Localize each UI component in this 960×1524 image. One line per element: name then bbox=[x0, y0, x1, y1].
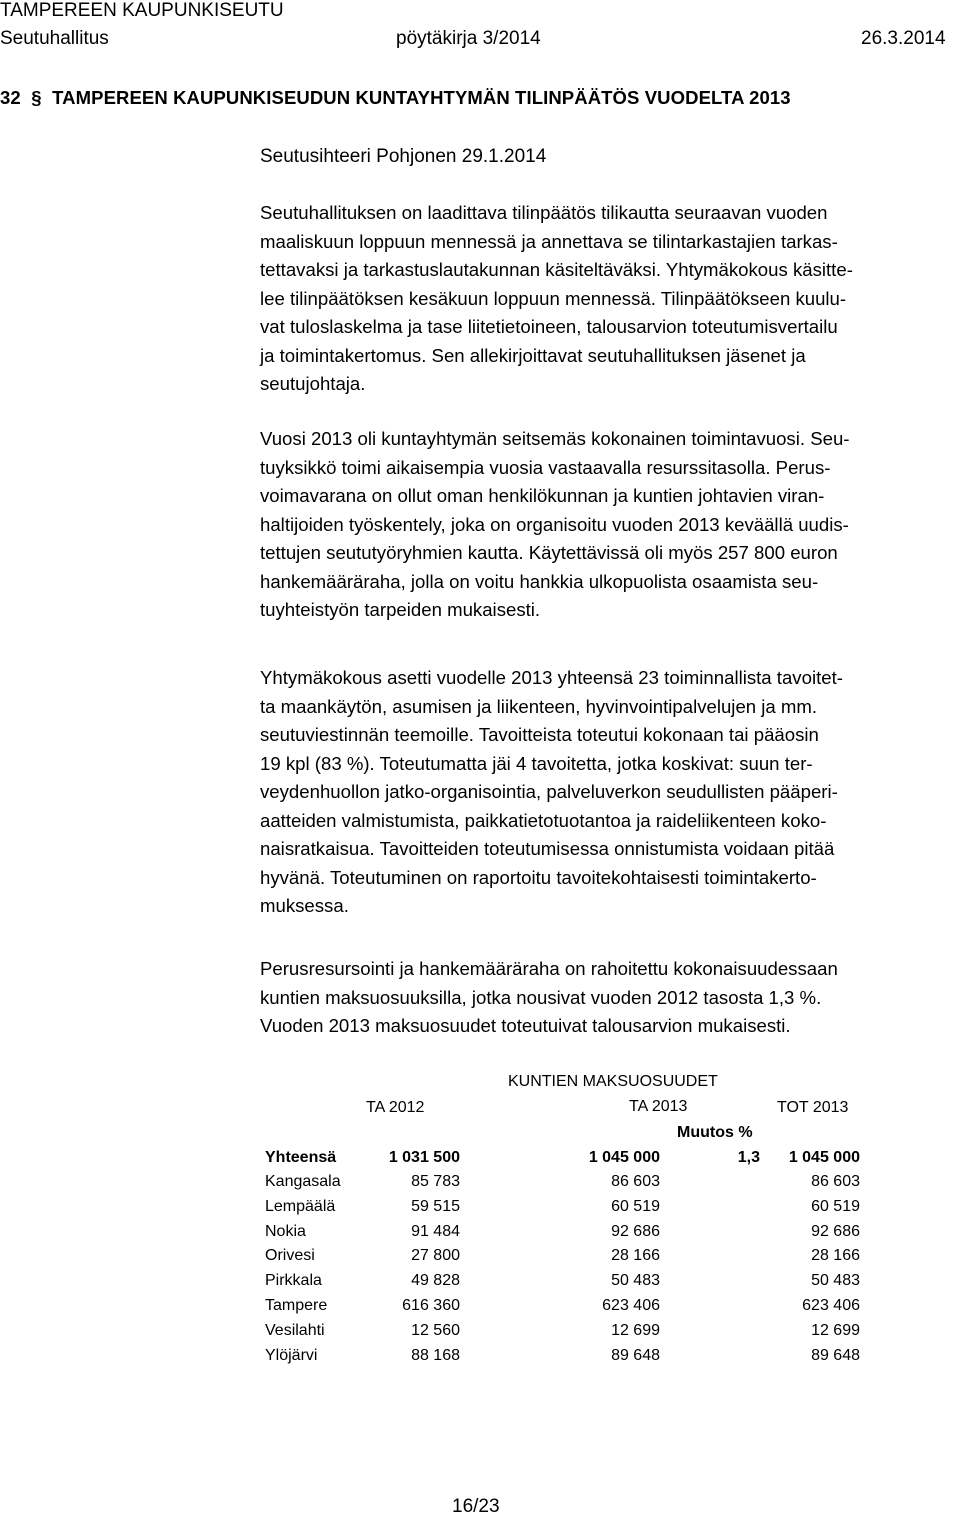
paragraph-line: seutuviestinnän teemoille. Tavoitteista toteutui kokonaan tai pääosin bbox=[260, 724, 819, 745]
paragraph-line: kuntien maksuosuuksilla, jotka nousivat vuoden 2012 tasosta 1,3 %. bbox=[260, 986, 822, 1008]
row-ta2012: 85 783 bbox=[411, 1173, 460, 1190]
paragraph-line: Vuoden 2013 maksuosuudet toteutuivat talousarvion mukaisesti. bbox=[260, 1015, 791, 1036]
total-name: Yhteensä bbox=[265, 1149, 337, 1166]
paragraph-line: haltijoiden työskentely, joka on organisoitu vuoden 2013 keväällä uudis- bbox=[260, 513, 849, 535]
row-name: Nokia bbox=[265, 1222, 306, 1240]
total-ta2012: 1 031 500 bbox=[388, 1149, 460, 1166]
row-ta2013: 60 519 bbox=[611, 1197, 660, 1215]
row-ta2012: 49 828 bbox=[411, 1272, 460, 1290]
paragraph-line: voimavarana on ollut oman henkilökunnan ja kuntien johtavien viran- bbox=[260, 485, 825, 506]
row-name: Pirkkala bbox=[265, 1272, 322, 1290]
table-title: KUNTIEN MAKSUOSUUDET bbox=[508, 1073, 718, 1090]
section-number: 32 bbox=[0, 87, 21, 108]
row-name: Ylöjärvi bbox=[265, 1346, 318, 1364]
row-ta2013: 86 603 bbox=[611, 1173, 660, 1190]
row-ta2013: 12 699 bbox=[611, 1321, 660, 1339]
paragraph-line: ta maankäytön, asumisen ja liikenteen, hyvinvointipalvelujen ja mm. bbox=[260, 695, 818, 717]
row-ta2013: 92 686 bbox=[611, 1222, 660, 1240]
paragraph-line: Vuosi 2013 oli kuntayhtymän seitsemäs kokonainen toimintavuosi. Seu- bbox=[260, 428, 850, 449]
paragraph-line: vat tuloslaskelma ja tase liitetietoineen, talousarvion toteutumisvertailu bbox=[260, 316, 838, 337]
header-tot2013: TOT 2013 bbox=[777, 1099, 849, 1116]
row-ta2012: 91 484 bbox=[411, 1222, 460, 1240]
paragraph-line: tettavaksi ja tarkastuslautakunnan käsiteltäväksi. Yhtymäkokous käsitte- bbox=[260, 259, 853, 280]
paragraph-line: Yhtymäkokous asetti vuodelle 2013 yhteensä 23 toiminnallista tavoitet- bbox=[260, 667, 843, 688]
row-name: Vesilahti bbox=[265, 1321, 325, 1339]
row-ta2012: 27 800 bbox=[411, 1247, 460, 1265]
preparer: Seutusihteeri Pohjonen 29.1.2014 bbox=[260, 146, 547, 167]
row-tot2013: 89 648 bbox=[811, 1346, 860, 1364]
row-tot2013: 623 406 bbox=[802, 1297, 860, 1314]
paragraph-line: Seutuhallituksen on laadittava tilinpäätös tilikautta seuraavan vuoden bbox=[260, 202, 828, 223]
row-tot2013: 86 603 bbox=[811, 1173, 860, 1190]
section-title bbox=[0, 87, 791, 109]
row-ta2012: 59 515 bbox=[411, 1197, 460, 1215]
row-tot2013: 50 483 bbox=[811, 1272, 860, 1290]
paragraph-line: ja toimintakertomus. Sen allekirjoittavat seutuhallituksen jäsenet ja bbox=[260, 344, 806, 366]
header-ta2012: TA 2012 bbox=[366, 1099, 425, 1116]
paragraph-line: maaliskuun loppuun mennessä ja annettava se tilintarkastajien tarkas- bbox=[260, 230, 838, 252]
paragraph-line: lee tilinpäätöksen kesäkuun loppuun mennessä. Tilinpäätökseen kuulu- bbox=[260, 287, 847, 309]
row-ta2012: 12 560 bbox=[411, 1321, 460, 1339]
paragraph-line: muksessa. bbox=[260, 895, 349, 916]
paragraph-2 bbox=[260, 425, 960, 625]
row-tot2013: 28 166 bbox=[811, 1247, 860, 1265]
header-change: Muutos % bbox=[677, 1124, 753, 1141]
row-ta2013: 28 166 bbox=[611, 1247, 660, 1265]
row-ta2013: 623 406 bbox=[602, 1297, 660, 1314]
row-name: Tampere bbox=[265, 1297, 328, 1314]
paragraph-line: hyvänä. Toteutuminen on raportoitu tavoitekohtaisesti toimintakerto- bbox=[260, 866, 817, 888]
page-number: 16/23 bbox=[452, 1496, 500, 1517]
total-ta2013: 1 045 000 bbox=[588, 1149, 660, 1166]
section-title-text: TAMPEREEN KAUPUNKISEUDUN KUNTAYHTYMÄN TILINPÄÄTÖS VUODELTA 2013 bbox=[52, 87, 791, 108]
paragraph-line: veydenhuollon jatko-organisointia, palveluverkon seudullisten pääperi- bbox=[260, 781, 838, 802]
paragraph-sign: § bbox=[26, 87, 47, 108]
paragraph-line: hankemääräraha, jolla on voitu hankkia ulkopuolista osaamista seu- bbox=[260, 570, 819, 592]
paragraph-line: seutujohtaja. bbox=[260, 373, 366, 394]
org-name: TAMPEREEN KAUPUNKISEUTU bbox=[0, 0, 284, 21]
paragraph-line: tettujen seututyöryhmien kautta. Käytettävissä oli myös 257 800 euron bbox=[260, 542, 838, 563]
row-ta2013: 50 483 bbox=[611, 1272, 660, 1290]
total-change: 1,3 bbox=[737, 1149, 760, 1166]
paragraph-4 bbox=[260, 955, 960, 1041]
paragraph-line: 19 kpl (83 %). Toteutumatta jäi 4 tavoitetta, jotka koskivat: suun ter- bbox=[260, 752, 813, 774]
row-ta2013: 89 648 bbox=[611, 1346, 660, 1364]
row-name: Orivesi bbox=[265, 1247, 315, 1265]
row-ta2012: 88 168 bbox=[411, 1346, 460, 1364]
total-tot2013: 1 045 000 bbox=[788, 1149, 860, 1166]
paragraph-1 bbox=[260, 199, 960, 399]
row-tot2013: 12 699 bbox=[811, 1321, 860, 1339]
paragraph-line: naisratkaisua. Tavoitteiden toteutumisessa onnistumista voidaan pitää bbox=[260, 838, 835, 859]
row-name: Lempäälä bbox=[265, 1197, 336, 1215]
paragraph-line: tuyksikkö toimi aikaisempia vuosia vastaavalla resurssitasolla. Perus- bbox=[260, 456, 831, 478]
row-ta2012: 616 360 bbox=[402, 1297, 460, 1314]
paragraph-line: Perusresursointi ja hankemääräraha on rahoitettu kokonaisuudessaan bbox=[260, 958, 838, 979]
header-body: Seutuhallitus bbox=[0, 28, 109, 49]
header-date: 26.3.2014 bbox=[861, 28, 946, 49]
row-tot2013: 92 686 bbox=[811, 1222, 860, 1240]
header-doc: pöytäkirja 3/2014 bbox=[396, 28, 541, 49]
paragraph-3 bbox=[260, 664, 960, 921]
header-ta2013: TA 2013 bbox=[629, 1098, 688, 1115]
row-tot2013: 60 519 bbox=[811, 1197, 860, 1215]
paragraph-line: tuyhteistyön tarpeiden mukaisesti. bbox=[260, 599, 541, 620]
paragraph-line: aatteiden valmistumista, paikkatietotuotantoa ja raideliikenteen koko- bbox=[260, 809, 827, 831]
row-name: Kangasala bbox=[265, 1173, 341, 1190]
